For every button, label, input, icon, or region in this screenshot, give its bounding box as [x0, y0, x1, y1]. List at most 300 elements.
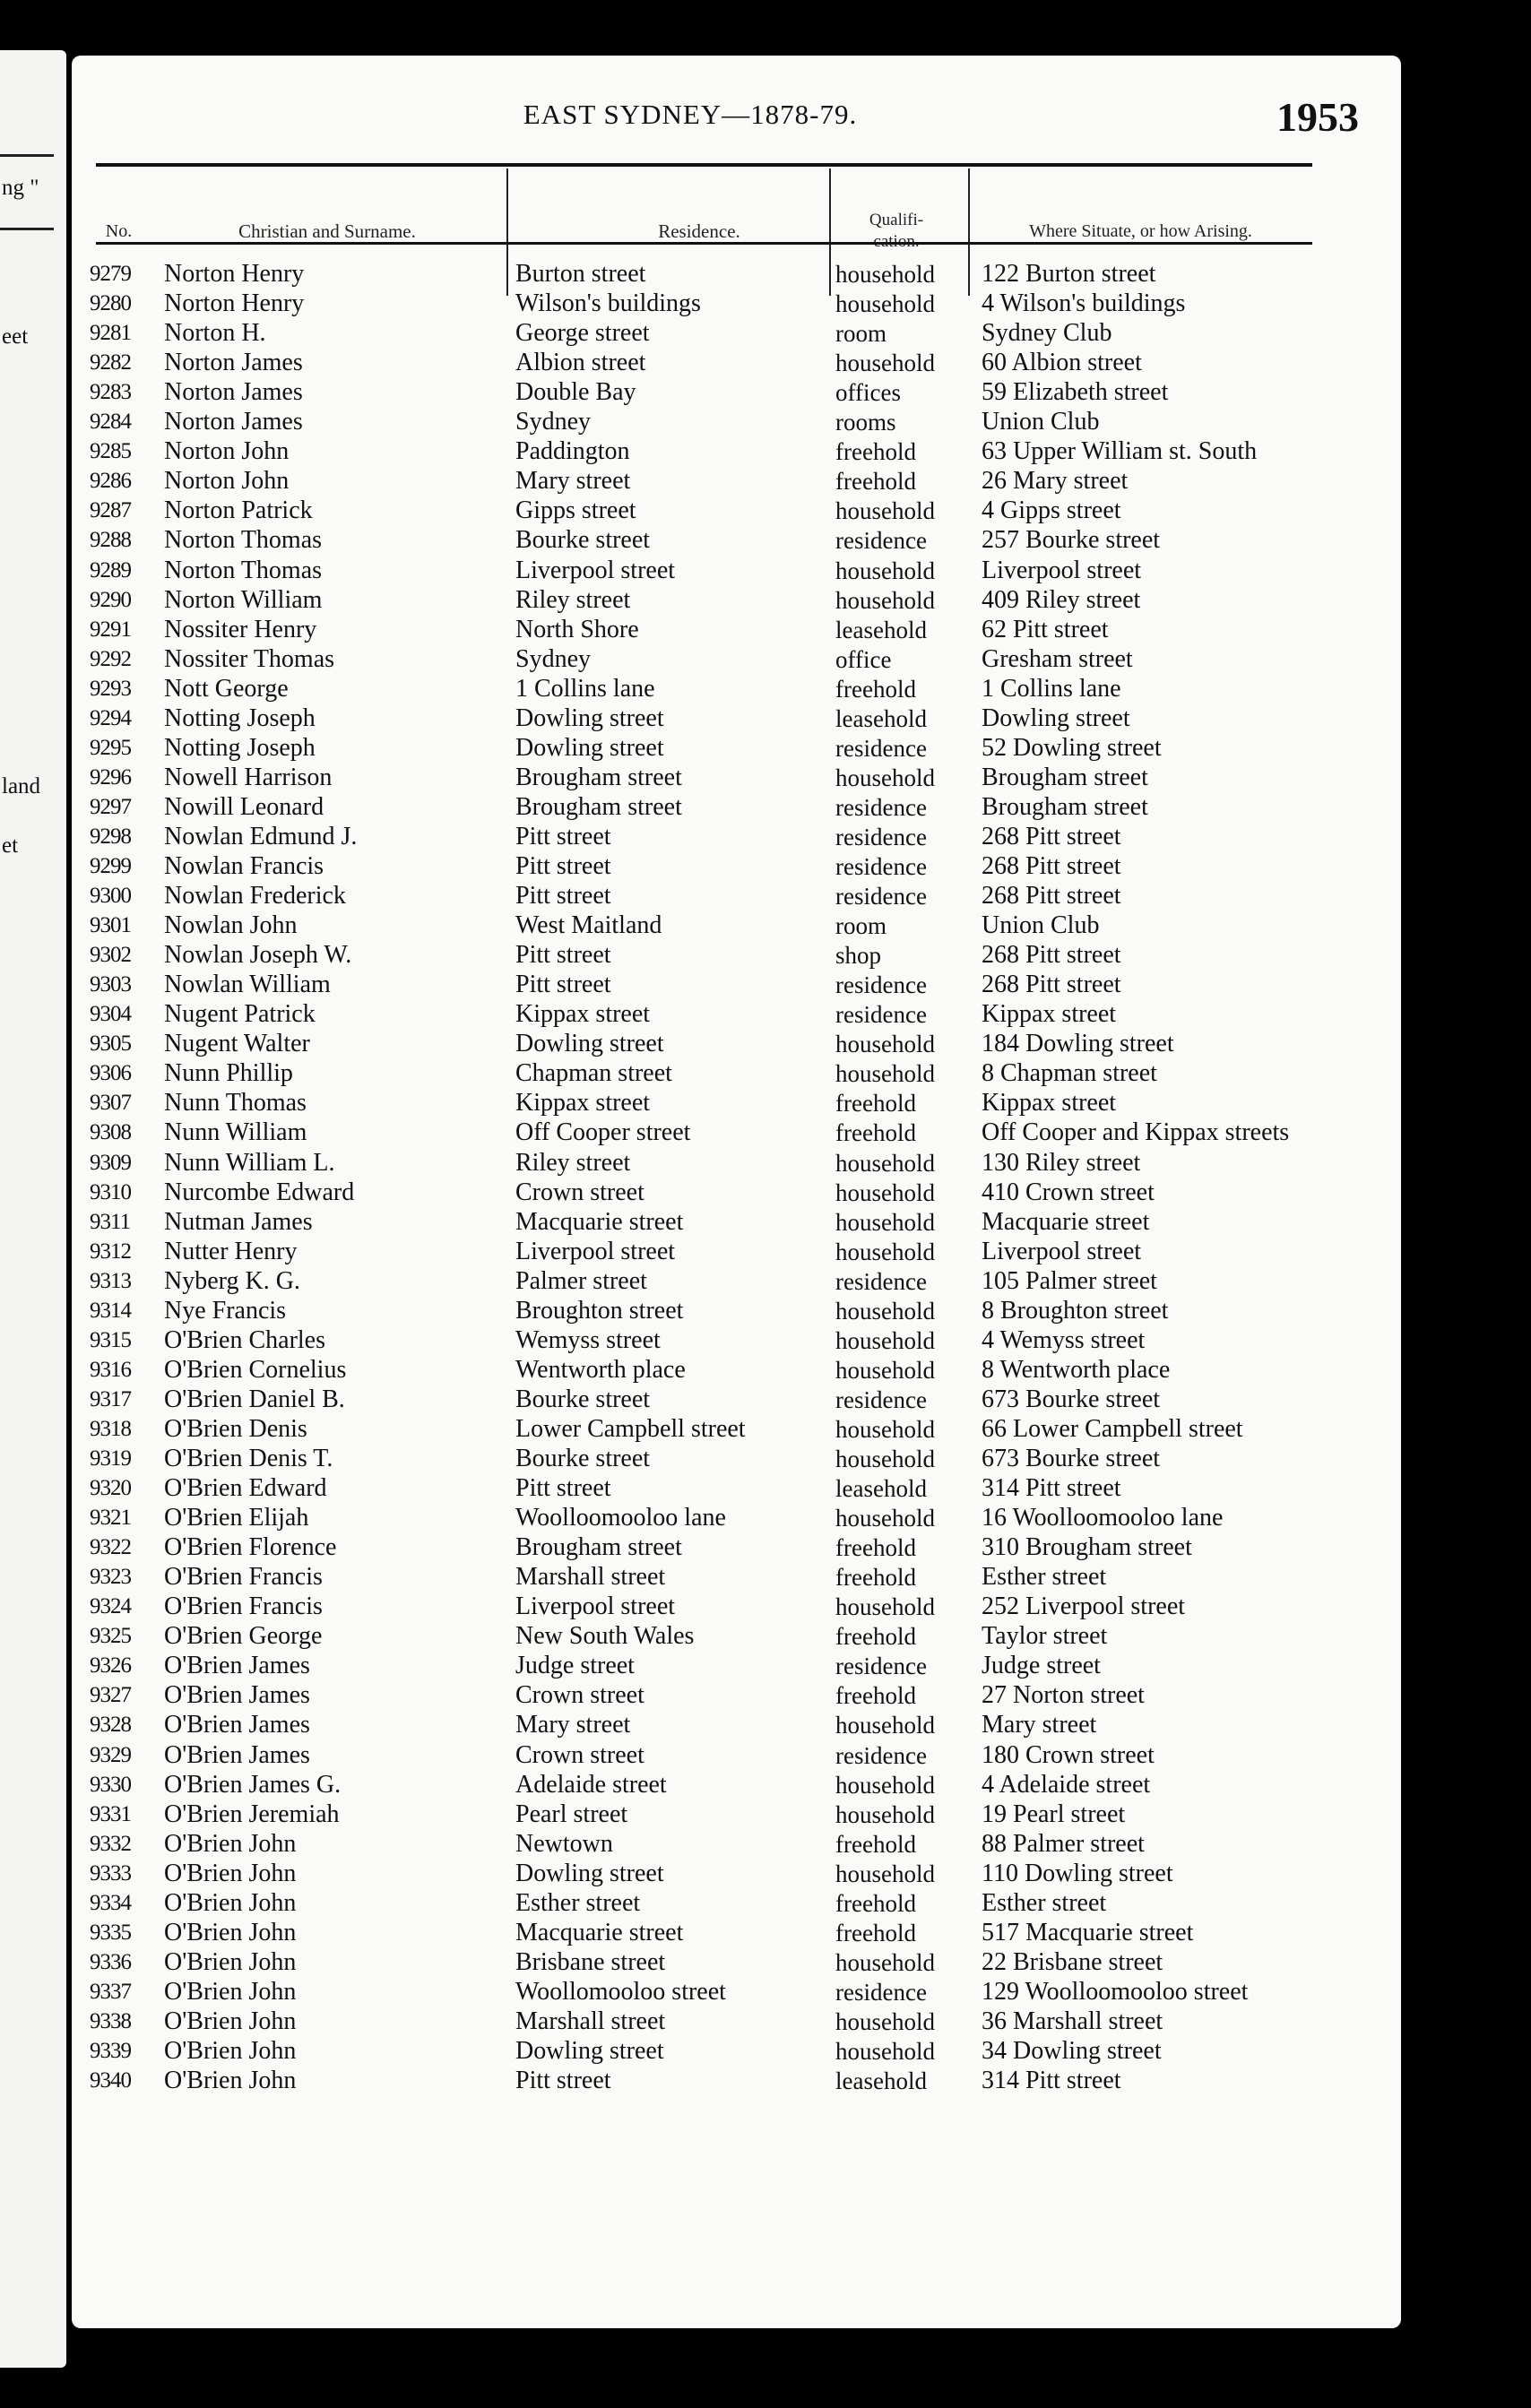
cell-where: 314 Pitt street [982, 2067, 1121, 2095]
cell-where: 310 Brougham street [982, 1533, 1192, 1562]
cell-where: 268 Pitt street [982, 882, 1121, 911]
cell-no: 9297 [90, 794, 131, 819]
cell-qualification: freehold [835, 438, 916, 466]
cell-no: 9301 [90, 913, 131, 938]
cell-no: 9336 [90, 1949, 131, 1974]
cell-no: 9324 [90, 1594, 131, 1619]
cell-name: Nutter Henry [164, 1237, 298, 1265]
cell-name: Nowlan Edmund J. [164, 822, 358, 850]
cell-residence: Dowling street [515, 733, 664, 762]
cell-no: 9325 [90, 1624, 131, 1649]
cell-no: 9332 [90, 1831, 131, 1856]
cell-no: 9335 [90, 1920, 131, 1945]
cell-qualification: household [835, 1593, 935, 1621]
cell-qualification: household [835, 1031, 935, 1058]
cell-where: Brougham street [982, 792, 1148, 821]
cell-name: Nunn Thomas [164, 1089, 307, 1118]
cell-name: Nossiter Henry [164, 615, 317, 643]
cell-no: 9303 [90, 972, 131, 997]
cell-residence: Wemyss street [515, 1325, 661, 1354]
cell-residence: Dowling street [515, 1030, 664, 1058]
prev-page-rule [0, 154, 54, 157]
cell-qualification: household [835, 1415, 935, 1443]
cell-qualification: household [835, 1208, 935, 1236]
cell-qualification: freehold [835, 1090, 916, 1118]
cell-residence: Adelaide street [515, 1770, 667, 1799]
cell-qualification: leasehold [835, 616, 927, 643]
cell-where: 4 Wemyss street [982, 1325, 1146, 1354]
cell-name: O'Brien Florence [164, 1533, 337, 1562]
cell-where: 26 Mary street [982, 467, 1129, 496]
cell-residence: Bourke street [515, 526, 651, 555]
column-header-qualification: Qualifi- [869, 211, 924, 229]
cell-name: Norton Thomas [164, 526, 323, 555]
cell-where: Macquarie street [982, 1207, 1150, 1236]
cell-no: 9338 [90, 2008, 131, 2033]
cell-qualification: residence [835, 1741, 927, 1769]
cell-name: O'Brien John [164, 1888, 297, 1917]
cell-qualification: household [835, 1712, 935, 1739]
cell-residence: Crown street [515, 1178, 644, 1206]
cell-name: Nowell Harrison [164, 763, 333, 791]
cell-where: 88 Palmer street [982, 1829, 1145, 1858]
cell-where: 8 Chapman street [982, 1059, 1157, 1088]
cell-residence: Kippax street [515, 1089, 651, 1118]
cell-name: Notting Joseph [164, 703, 316, 732]
cell-qualification: residence [835, 971, 927, 999]
cell-where: Esther street [982, 1888, 1107, 1917]
cell-name: Nowlan William [164, 971, 331, 999]
cell-name: O'Brien John [164, 2067, 297, 2095]
cell-qualification: residence [835, 1267, 927, 1295]
cell-no: 9319 [90, 1446, 131, 1471]
cell-where: Brougham street [982, 763, 1148, 791]
cell-where: 517 Macquarie street [982, 1918, 1194, 1946]
cell-name: Nutman James [164, 1207, 313, 1236]
cell-residence: Sydney [515, 644, 591, 673]
cell-no: 9285 [90, 439, 131, 464]
cell-where: 19 Pearl street [982, 1800, 1126, 1828]
cell-residence: Macquarie street [515, 1207, 684, 1236]
cell-where: Esther street [982, 1563, 1107, 1592]
cell-residence: Wentworth place [515, 1355, 686, 1384]
cell-no: 9312 [90, 1239, 131, 1264]
cell-where: 34 Dowling street [982, 2037, 1162, 2065]
cell-qualification: household [835, 1297, 935, 1325]
cell-qualification: offices [835, 379, 901, 407]
cell-name: Nugent Patrick [164, 1000, 316, 1029]
cell-name: Norton James [164, 349, 303, 377]
cell-where: 268 Pitt street [982, 941, 1121, 970]
cell-no: 9305 [90, 1031, 131, 1057]
cell-no: 9309 [90, 1150, 131, 1175]
cell-no: 9304 [90, 1002, 131, 1027]
cell-no: 9300 [90, 884, 131, 909]
cell-residence: Riley street [515, 585, 631, 614]
cell-qualification: freehold [835, 1534, 916, 1562]
cell-name: Norton John [164, 437, 290, 466]
cell-no: 9326 [90, 1653, 131, 1679]
cell-where: 4 Wilson's buildings [982, 289, 1186, 318]
page-title: EAST SYDNEY—1878-79. [523, 99, 858, 130]
cell-residence: Bourke street [515, 1445, 651, 1472]
cell-name: Norton William [164, 585, 323, 614]
cell-residence: Liverpool street [515, 1237, 676, 1265]
cell-no: 9302 [90, 943, 131, 968]
cell-where: 673 Bourke street [982, 1445, 1161, 1472]
cell-qualification: household [835, 1860, 935, 1887]
cell-qualification: household [835, 1149, 935, 1177]
cell-no: 9281 [90, 321, 131, 346]
column-separator [968, 168, 970, 296]
cell-no: 9282 [90, 350, 131, 375]
cell-qualification: freehold [835, 675, 916, 703]
cell-where: Liverpool street [982, 556, 1142, 584]
prev-page-fragment: et [2, 833, 19, 858]
cell-residence: Pitt street [515, 2067, 611, 2095]
cell-name: Nowlan Joseph W. [164, 941, 352, 970]
cell-no: 9327 [90, 1683, 131, 1708]
column-header-no: No. [105, 220, 133, 241]
cell-qualification: household [835, 1505, 935, 1532]
cell-where: 252 Liverpool street [982, 1592, 1186, 1621]
cell-residence: Bourke street [515, 1385, 651, 1413]
cell-no: 9334 [90, 1890, 131, 1915]
cell-no: 9293 [90, 676, 131, 701]
cell-qualification: freehold [835, 1682, 916, 1710]
cell-qualification: freehold [835, 1889, 916, 1917]
cell-qualification: household [835, 350, 935, 377]
cell-name: O'Brien John [164, 1977, 297, 2006]
cell-no: 9279 [90, 262, 131, 286]
cell-name: O'Brien James [164, 1681, 310, 1710]
cell-name: O'Brien John [164, 1829, 297, 1858]
cell-no: 9295 [90, 735, 131, 760]
cell-residence: Newtown [515, 1829, 613, 1858]
cell-where: 8 Wentworth place [982, 1355, 1171, 1384]
cell-name: Nowlan Frederick [164, 882, 346, 911]
cell-where: Union Club [982, 408, 1100, 436]
cell-qualification: freehold [835, 468, 916, 496]
cell-residence: Woollomooloo street [515, 1977, 726, 2006]
cell-no: 9339 [90, 2039, 131, 2063]
cell-qualification: household [835, 1446, 935, 1472]
cell-where: 314 Pitt street [982, 1474, 1121, 1503]
cell-no: 9316 [90, 1357, 131, 1382]
cell-name: O'Brien Denis [164, 1414, 307, 1443]
cell-residence: Off Cooper street [515, 1118, 691, 1147]
prev-page-rule [0, 228, 54, 230]
cell-residence: New South Wales [515, 1622, 695, 1651]
cell-where: 63 Upper William st. South [982, 437, 1258, 466]
cell-residence: Pitt street [515, 941, 611, 970]
cell-where: Gresham street [982, 644, 1133, 673]
cell-no: 9328 [90, 1713, 131, 1738]
cell-name: O'Brien John [164, 1947, 297, 1976]
cell-name: Nott George [164, 674, 289, 703]
cell-where: 27 Norton street [982, 1681, 1145, 1710]
cell-no: 9321 [90, 1506, 131, 1531]
cell-no: 9306 [90, 1061, 131, 1086]
cell-name: O'Brien George [164, 1622, 323, 1651]
cell-residence: Woolloomooloo lane [515, 1504, 726, 1532]
cell-where: 129 Woolloomooloo street [982, 1977, 1249, 2006]
cell-no: 9313 [90, 1268, 131, 1293]
cell-no: 9310 [90, 1179, 131, 1204]
cell-qualification: residence [835, 1978, 927, 2006]
cell-residence: Burton street [515, 260, 646, 288]
cell-residence: Liverpool street [515, 556, 676, 584]
cell-where: 122 Burton street [982, 260, 1156, 288]
cell-where: Liverpool street [982, 1237, 1142, 1265]
cell-name: O'Brien Daniel B. [164, 1385, 345, 1413]
page-number: 1953 [1276, 94, 1359, 140]
cell-residence: Lower Campbell street [515, 1414, 746, 1443]
cell-where: Mary street [982, 1711, 1097, 1739]
cell-where: 110 Dowling street [982, 1859, 1173, 1887]
prev-page-fragment: eet [2, 324, 29, 349]
cell-name: O'Brien James [164, 1652, 310, 1680]
cell-name: O'Brien Edward [164, 1474, 327, 1503]
cell-where: 184 Dowling street [982, 1030, 1174, 1058]
cell-no: 9280 [90, 291, 131, 316]
cell-name: O'Brien John [164, 1918, 297, 1946]
cell-name: O'Brien Elijah [164, 1504, 309, 1532]
cell-name: Nugent Walter [164, 1030, 310, 1058]
cell-residence: Gipps street [515, 496, 636, 525]
cell-name: Nunn William L. [164, 1148, 335, 1177]
cell-where: 673 Bourke street [982, 1385, 1161, 1413]
cell-residence: Pitt street [515, 882, 611, 911]
cell-no: 9311 [90, 1209, 131, 1234]
cell-qualification: leasehold [835, 1475, 927, 1503]
cell-name: O'Brien Cornelius [164, 1355, 347, 1384]
cell-residence: Albion street [515, 349, 646, 377]
cell-qualification: freehold [835, 1919, 916, 1946]
cell-name: Norton Thomas [164, 556, 323, 584]
column-header-name: Christian and Surname. [238, 220, 416, 242]
column-separator [829, 168, 831, 296]
cell-name: Nunn Phillip [164, 1059, 293, 1088]
cell-where: 180 Crown street [982, 1740, 1155, 1769]
cell-no: 9329 [90, 1742, 131, 1767]
cell-residence: Dowling street [515, 1859, 664, 1887]
cell-qualification: room [835, 912, 887, 940]
cell-where: 52 Dowling street [982, 733, 1162, 762]
cell-where: 66 Lower Campbell street [982, 1414, 1243, 1443]
cell-no: 9283 [90, 380, 131, 405]
cell-where: 268 Pitt street [982, 852, 1121, 880]
cell-no: 9289 [90, 557, 131, 583]
cell-where: 268 Pitt street [982, 822, 1121, 850]
cell-residence: Palmer street [515, 1266, 647, 1295]
cell-residence: Mary street [515, 1711, 631, 1739]
cell-name: O'Brien Francis [164, 1592, 323, 1621]
cell-residence: Brougham street [515, 792, 682, 821]
cell-qualification: household [835, 586, 935, 614]
cell-no: 9288 [90, 528, 131, 553]
cell-no: 9331 [90, 1801, 131, 1826]
cell-no: 9333 [90, 1860, 131, 1886]
cell-where: Kippax street [982, 1000, 1117, 1029]
cell-no: 9307 [90, 1091, 131, 1116]
cell-residence: Crown street [515, 1681, 644, 1710]
cell-residence: Brisbane street [515, 1947, 666, 1976]
cell-qualification: leasehold [835, 2067, 927, 2095]
cell-name: Nyberg K. G. [164, 1266, 300, 1295]
cell-residence: Macquarie street [515, 1918, 684, 1946]
cell-residence: Chapman street [515, 1059, 672, 1088]
column-separator [506, 168, 508, 296]
cell-residence: Dowling street [515, 703, 664, 732]
cell-qualification: household [835, 1060, 935, 1088]
cell-where: Kippax street [982, 1089, 1117, 1118]
cell-qualification: household [835, 1800, 935, 1828]
cell-qualification: residence [835, 1653, 927, 1680]
cell-qualification: freehold [835, 1564, 916, 1592]
cell-qualification: household [835, 1771, 935, 1799]
column-header-residence: Residence. [658, 220, 740, 242]
cell-no: 9290 [90, 587, 131, 612]
prev-page-fragment: ng " [2, 176, 39, 200]
cell-qualification: household [835, 290, 935, 318]
cell-qualification: household [835, 1326, 935, 1354]
cell-qualification: household [835, 497, 935, 525]
cell-residence: Pitt street [515, 822, 611, 850]
cell-where: 8 Broughton street [982, 1296, 1169, 1325]
cell-residence: Crown street [515, 1740, 644, 1769]
cell-no: 9317 [90, 1386, 131, 1411]
cell-name: Nowlan John [164, 911, 298, 940]
cell-residence: West Maitland [515, 911, 662, 940]
cell-no: 9308 [90, 1120, 131, 1145]
cell-qualification: residence [835, 1001, 927, 1029]
cell-where: Union Club [982, 911, 1100, 940]
cell-qualification: household [835, 1948, 935, 1976]
cell-residence: Wilson's buildings [515, 289, 701, 318]
cell-qualification: household [835, 2038, 935, 2065]
cell-name: Nurcombe Edward [164, 1178, 355, 1206]
cell-name: O'Brien Denis T. [164, 1445, 333, 1472]
cell-name: Norton James [164, 378, 303, 407]
cell-no: 9284 [90, 410, 131, 435]
cell-name: O'Brien James [164, 1740, 310, 1769]
cell-residence: Brougham street [515, 1533, 682, 1562]
cell-qualification: residence [835, 883, 927, 911]
cell-name: O'Brien Charles [164, 1325, 326, 1354]
cell-residence: Marshall street [515, 2007, 666, 2035]
cell-qualification: residence [835, 1385, 927, 1413]
cell-name: Norton James [164, 408, 303, 436]
cell-where: 409 Riley street [982, 585, 1141, 614]
cell-where: Off Cooper and Kippax streets [982, 1118, 1290, 1147]
cell-no: 9299 [90, 854, 131, 878]
cell-qualification: household [835, 557, 935, 584]
cell-no: 9294 [90, 705, 131, 730]
cell-name: Nowlan Francis [164, 852, 324, 880]
cell-no: 9296 [90, 764, 131, 790]
cell-name: Norton John [164, 467, 290, 496]
cell-residence: Double Bay [515, 378, 636, 407]
cell-residence: North Shore [515, 615, 639, 643]
cell-where: 16 Woolloomooloo lane [982, 1504, 1224, 1532]
cell-qualification: household [835, 261, 935, 288]
cell-name: Norton Henry [164, 260, 305, 288]
cell-where: Taylor street [982, 1622, 1108, 1651]
cell-residence: Judge street [515, 1652, 635, 1680]
cell-name: Norton H. [164, 319, 266, 348]
cell-residence: Dowling street [515, 2037, 664, 2065]
cell-residence: Mary street [515, 467, 631, 496]
cell-no: 9330 [90, 1772, 131, 1797]
column-header-where: Where Situate, or how Arising. [1029, 220, 1252, 241]
cell-name: Norton Henry [164, 289, 305, 318]
cell-qualification: office [835, 645, 892, 673]
cell-qualification: household [835, 764, 935, 791]
cell-residence: Pitt street [515, 971, 611, 999]
cell-qualification: residence [835, 823, 927, 850]
cell-qualification: household [835, 1238, 935, 1265]
cell-name: O'Brien James [164, 1711, 310, 1739]
cell-residence: Kippax street [515, 1000, 651, 1029]
cell-qualification: leasehold [835, 704, 927, 732]
cell-no: 9337 [90, 1979, 131, 2004]
cell-name: O'Brien John [164, 2037, 297, 2065]
prev-page-fragment: land [2, 774, 41, 798]
cell-residence: 1 Collins lane [515, 674, 655, 703]
cell-residence: Pitt street [515, 852, 611, 880]
cell-where: 22 Brisbane street [982, 1947, 1163, 1976]
previous-page-edge [0, 50, 66, 2368]
cell-name: O'Brien John [164, 2007, 297, 2035]
cell-no: 9292 [90, 646, 131, 671]
cell-qualification: rooms [835, 409, 896, 436]
cell-residence: Sydney [515, 408, 591, 436]
cell-name: O'Brien Francis [164, 1563, 323, 1592]
cell-name: Norton Patrick [164, 496, 313, 525]
cell-name: O'Brien James G. [164, 1770, 342, 1799]
cell-where: 4 Adelaide street [982, 1770, 1151, 1799]
cell-name: O'Brien Jeremiah [164, 1800, 340, 1828]
cell-where: Dowling street [982, 703, 1130, 732]
cell-name: Nowill Leonard [164, 792, 324, 821]
cell-qualification: room [835, 320, 887, 348]
cell-where: 62 Pitt street [982, 615, 1109, 643]
cell-no: 9320 [90, 1476, 131, 1501]
cell-where: 257 Bourke street [982, 526, 1161, 555]
cell-where: 60 Albion street [982, 349, 1142, 377]
cell-qualification: residence [835, 853, 927, 880]
cell-where: 105 Palmer street [982, 1266, 1157, 1295]
cell-where: 130 Riley street [982, 1148, 1141, 1177]
cell-no: 9287 [90, 498, 131, 523]
cell-no: 9291 [90, 617, 131, 642]
cell-qualification: residence [835, 527, 927, 555]
header-bottom-rule [96, 242, 1312, 245]
document-page [72, 56, 1401, 2328]
cell-where: 1 Collins lane [982, 674, 1121, 703]
cell-residence: Paddington [515, 437, 630, 466]
cell-residence: Pearl street [515, 1800, 628, 1828]
cell-residence: Marshall street [515, 1563, 666, 1592]
cell-no: 9298 [90, 824, 131, 849]
cell-no: 9314 [90, 1298, 131, 1323]
cell-name: Nossiter Thomas [164, 644, 335, 673]
cell-name: Nye Francis [164, 1296, 287, 1325]
cell-qualification: shop [835, 942, 882, 970]
cell-where: Judge street [982, 1652, 1101, 1680]
cell-qualification: residence [835, 734, 927, 762]
